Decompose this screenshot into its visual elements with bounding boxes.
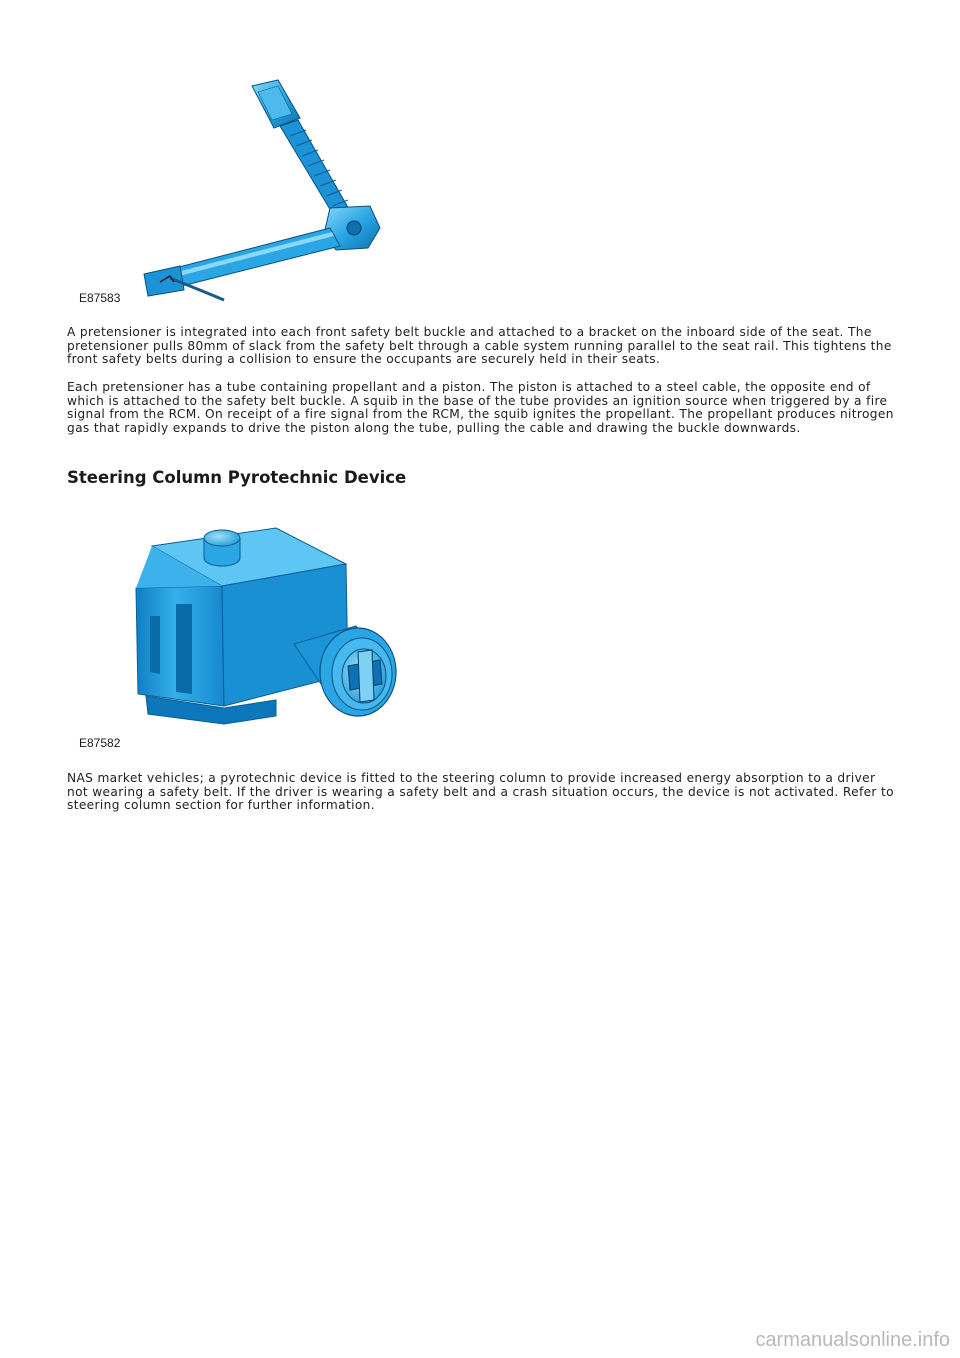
paragraph-nas-market: NAS market vehicles; a pyrotechnic device is fitted to the steering column to provide increased energy absorption to a driver not wearing a safety belt. If the driver is wearing a safety belt and a crash situation occurs, the device is not activated. Refer to steering column section for further information.	[67, 771, 894, 813]
figure-label-buckle: E87583	[79, 291, 121, 305]
watermark: carmanualsonline.info	[755, 1329, 950, 1351]
buckle-pretensioner-illustration	[140, 78, 400, 303]
paragraph-pretensioner-operation: Each pretensioner has a tube containing propellant and a piston. The piston is attached to a steel cable, the opposite end of which is attached to the safety belt buckle. A squib in the base of the tube provides an ignition source when triggered by a fire signal from the RCM. On receipt of a fire signal from the RCM, the squib ignites the propellant. The propellant produces nitrogen gas that rapidly expands to drive the piston along the tube, pulling the cable and drawing the buckle downwards.	[67, 380, 894, 435]
section-heading: Steering Column Pyrotechnic Device	[67, 468, 407, 487]
paragraph-pretensioner-intro: A pretensioner is integrated into each front safety belt buckle and attached to a bracket on the inboard side of the seat. The pretensioner pulls 80mm of slack from the safety belt through a cable system running parallel to the seat rail. This tightens the front safety belts during a collision to ensure the occupants are securely held in their seats.	[67, 325, 892, 367]
figure-label-device: E87582	[79, 736, 121, 750]
pyrotechnic-device-illustration	[126, 524, 406, 734]
